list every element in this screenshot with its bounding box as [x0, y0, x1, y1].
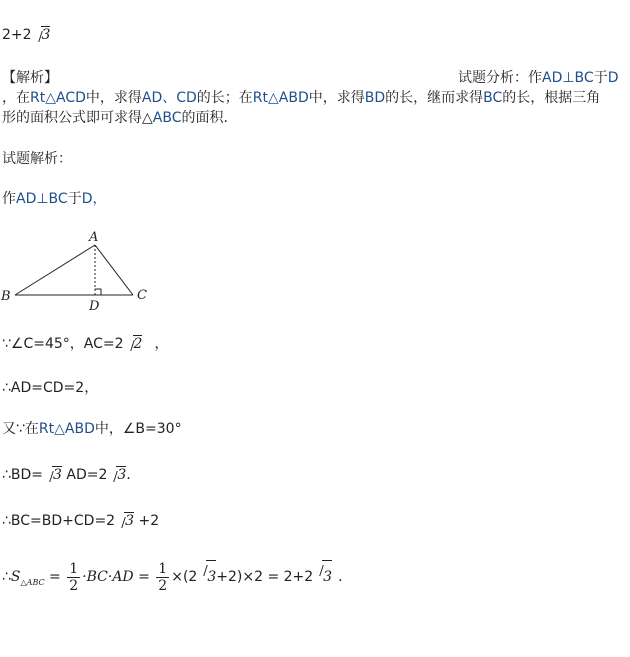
solution-step-5: ∴BD= 3 AD=2 3． [2, 467, 141, 483]
sqrt-symbol: 3 [116, 512, 134, 530]
label-a: A [89, 230, 99, 245]
sqrt-symbol: 3 [44, 466, 62, 484]
fraction-half: $\frac{1}{2}$ [158, 560, 168, 594]
solution-step-6: ∴BC=BD+CD=2 3 +2 [2, 513, 160, 529]
answer-line [2, 26, 50, 44]
solution-title: 试题解析： [2, 151, 72, 167]
fraction-half: $\frac{1}{2}$ [69, 560, 79, 594]
solution-step-3: ∴AD=CD=2， [2, 380, 99, 396]
analysis-header: 【解析】 [2, 70, 58, 86]
label-d: D [89, 299, 100, 313]
sqrt-symbol: 3 [314, 560, 332, 594]
solution-step-7: $\therefore S_{\triangle ABC}$ = $\frac{1}{2}$ ·BC·AD = $\frac{1}{2}$ ×(2 3+2)×2 = 2+2 3 ． [2, 560, 353, 594]
sqrt-symbol: 3 [33, 26, 51, 44]
side-ab [15, 245, 95, 295]
analysis-line-3: 形的面积公式即可求得△ABC的面积. [2, 110, 228, 126]
analysis-line-2: ，在Rt△ACD中，求得AD、CD的长；在Rt△ABD中，求得BD的长，继而求得BC的长，根据三角 [2, 90, 601, 106]
side-ac [95, 245, 133, 295]
sqrt-symbol: 3 [198, 560, 216, 594]
label-b: B [1, 289, 11, 304]
answer-prefix: 2+2 [2, 27, 32, 43]
solution-step-2: ∵∠C=45°，AC=2 2 ， [2, 336, 169, 352]
right-angle-mark [95, 289, 101, 295]
analysis-intro: 试题分析：作AD⊥BC于D [458, 70, 619, 86]
sqrt-symbol: 3 [108, 466, 126, 484]
triangle-figure [0, 228, 170, 313]
solution-step-4: 又∵在Rt△ABD中，∠B=30° [2, 421, 182, 437]
sqrt-symbol: 2 [125, 335, 143, 353]
solution-step-1: 作AD⊥BC于D， [2, 191, 107, 207]
label-c: C [137, 288, 147, 303]
